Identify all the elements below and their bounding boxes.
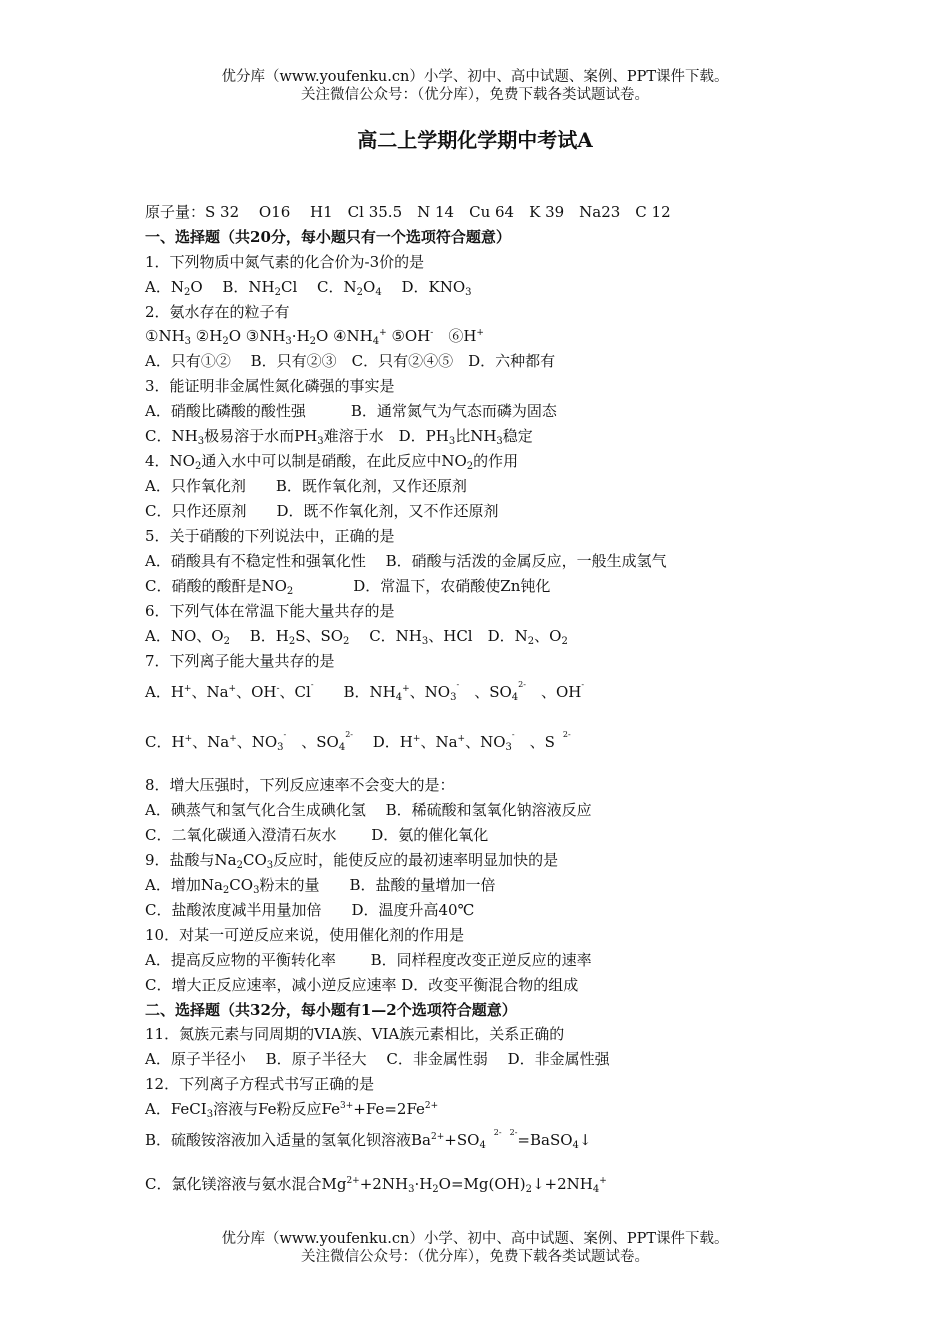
- question-7: 7．下列离子能大量共存的是: [145, 652, 335, 670]
- question-5-options-ab: A．硝酸具有不稳定性和强氧化性 B．硝酸与活泼的金属反应，一般生成氢气: [145, 552, 667, 570]
- question-10-options-ab: A．提高反应物的平衡转化率 B．同样程度改变正逆反应的速率: [145, 951, 592, 969]
- question-2: 2．氨水存在的粒子有: [145, 303, 290, 321]
- header-line-1: 优分库（www.youfenku.cn）小学、初中、高中试题、案例、PPT课件下载。: [221, 69, 729, 85]
- question-2-options: A．只有①② B．只有②③ C．只有②④⑤ D．六种都有: [145, 352, 556, 370]
- question-8: 8．增大压强时，下列反应速率不会变大的是：: [145, 776, 455, 794]
- question-5-options-cd: C．硝酸的酸酐是$NO_2$ D．常温下，农硝酸使Zn钝化: [145, 577, 551, 597]
- question-11-options: A．原子半径小 B．原子半径大 C．非金属性弱 D．非金属性强: [145, 1050, 610, 1068]
- question-4-options-cd: C．只作还原剂 D．既不作氧化剂，又不作还原剂: [145, 502, 499, 520]
- footer-line-1: 优分库（www.youfenku.cn）小学、初中、高中试题、案例、PPT课件下载。: [221, 1231, 729, 1247]
- question-4-options-ab: A．只作氧化剂 B．既作氧化剂，又作还原剂: [145, 477, 467, 495]
- question-5: 5．关于硝酸的下列说法中，正确的是: [145, 527, 395, 545]
- question-3-options-ab: A．硝酸比磷酸的酸性强 B．通常氮气为气态而磷为固态: [145, 402, 557, 420]
- question-12-option-c: C．氯化镁溶液与氨水混合$Mg^{2+}+2NH_3\cdot H_2O=Mg(OH)_2↓+2NH_4^+$: [145, 1175, 607, 1195]
- question-11: 11．氮族元素与同周期的VIA族、VIA族元素相比，关系正确的: [145, 1025, 565, 1043]
- question-9-options-cd: C．盐酸浓度减半用量加倍 D．温度升高40℃: [145, 901, 475, 919]
- question-12: 12．下列离子方程式书写正确的是: [145, 1075, 375, 1093]
- question-2-particles: $①NH_3$ $②H_2O$ $③NH_3\cdot H_2O$ $④NH_4^+$ ⑤OH- ⑥H+: [145, 327, 484, 347]
- header-line-2: 关注微信公众号：（优分库），免费下载各类试题试卷。: [301, 87, 649, 103]
- question-7-options-ab: A．H+、Na+、OH-、Cl- B．$NH_4^+$、$NO_3^-$ 、$SO_4^{2-}$ 、OH-: [145, 680, 585, 703]
- section-2-heading: 二、选择题（共32分，每小题有1—2个选项符合题意）: [145, 1001, 517, 1019]
- question-7-options-cd: C．H+、Na+、$NO_3^-$ 、$SO_4^{2-}$ D．H+、Na+、$NO_3^-$ 、S $^{2-}$: [145, 730, 571, 753]
- question-9-options-ab: A．增加$Na_2CO_3$粉末的量 B．盐酸的量增加一倍: [145, 876, 496, 896]
- question-1: 1．下列物质中氮气素的化合价为-3价的是: [145, 253, 425, 271]
- question-10: 10．对某一可逆反应来说，使用催化剂的作用是: [145, 926, 465, 944]
- question-6-options: A．NO、$O_2$ B．$H_2S$、$SO_2$ C．$NH_3$、HCl D．$N_2$、$O_2$: [145, 627, 568, 647]
- question-3-options-cd: C．$NH_3$极易溶于水而$PH_3$难溶于水 D．$PH_3$比$NH_3$稳定: [145, 427, 533, 447]
- question-3: 3．能证明非金属性氮化磷强的事实是: [145, 377, 395, 395]
- question-10-options-cd: C．增大正反应速率，减小逆反应速率 D．改变平衡混合物的组成: [145, 976, 579, 994]
- footer-line-2: 关注微信公众号：（优分库），免费下载各类试题试卷。: [301, 1249, 649, 1265]
- question-8-options-cd: C．二氧化碳通入澄清石灰水 D．氨的催化氧化: [145, 826, 489, 844]
- question-12-option-b: B．硫酸铵溶液加入适量的氢氧化钡溶液$Ba^{2+}+SO_4$ $^{2- 2-}$=BaSO$_4$↓: [145, 1128, 592, 1151]
- question-1-options: A．$N_2O$ B．$NH_2Cl$ C．$N_2O_4$ D．$KNO_3$: [145, 278, 472, 298]
- section-1-heading: 一、选择题（共20分，每小题只有一个选项符合题意）: [145, 228, 511, 246]
- question-6: 6．下列气体在常温下能大量共存的是: [145, 602, 395, 620]
- atomic-masses: 原子量：S 32 O16 H1 Cl 35.5 N 14 Cu 64 K 39 Na23 C 12: [145, 203, 671, 221]
- question-9: 9．盐酸与$Na_2CO_3$反应时，能使反应的最初速率明显加快的是: [145, 851, 559, 871]
- page-title: 高二上学期化学期中考试A: [357, 128, 593, 152]
- question-8-options-ab: A．碘蒸气和氢气化合生成碘化氢 B．稀硫酸和氢氧化钠溶液反应: [145, 801, 592, 819]
- question-4: 4．$NO_2$通入水中可以制是硝酸，在此反应中$NO_2$的作用: [145, 452, 519, 472]
- question-12-option-a: A．FeCI$_3$溶液与Fe粉反应$Fe^{3+}+Fe=2Fe^{2+}$: [145, 1100, 439, 1120]
